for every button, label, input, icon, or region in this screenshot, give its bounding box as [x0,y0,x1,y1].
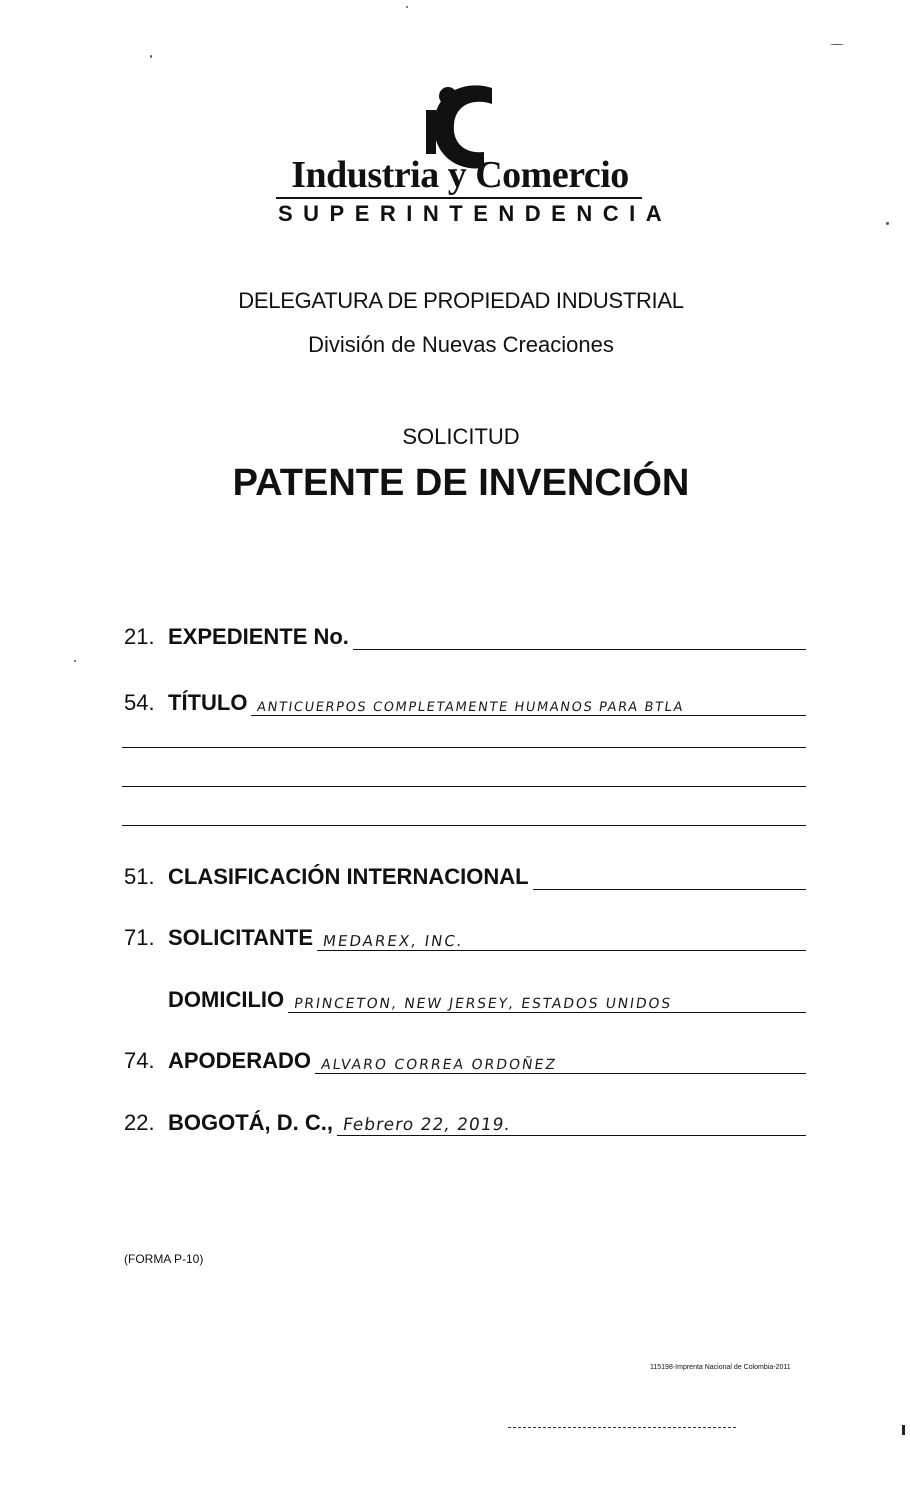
scan-speck [886,222,889,225]
field-number: 22. [124,1110,155,1135]
domicilio-value: PRINCETON, NEW JERSEY, ESTADOS UNIDOS [292,996,674,1012]
titulo-continuation-line[interactable] [122,825,806,826]
solicitante-field[interactable] [317,926,806,951]
printer-note: 115198-Imprenta Nacional de Colombia-2011 [650,1364,791,1371]
bogota-label: BOGOTÁ, D. C., [168,1110,333,1135]
scan-speck [74,660,76,662]
titulo-label: TÍTULO [168,690,248,715]
logo-subtitle: SUPERINTENDENCIA [278,201,673,226]
expediente-field[interactable] [353,625,806,650]
field-number: 21. [124,624,155,649]
scan-mark [902,1425,905,1435]
field-number: 74. [124,1048,155,1073]
delegatura-heading: DELEGATURA DE PROPIEDAD INDUSTRIAL [238,288,684,313]
scan-mark [508,1427,736,1428]
logo-title: Industria y Comercio [291,154,629,196]
field-number: 54. [124,690,155,715]
scan-speck [830,44,844,45]
scan-speck [150,55,152,58]
titulo-continuation-line[interactable] [122,786,806,787]
solicitante-row [124,921,806,951]
solicitante-value: MEDAREX, INC. [321,932,465,950]
logo-divider [276,197,642,199]
titulo-value: ANTICUERPOS COMPLETAMENTE HUMANOS PARA BTLA [256,700,686,715]
apoderado-field[interactable] [315,1049,806,1074]
field-number: 71. [124,925,155,950]
apoderado-label: APODERADO [168,1048,312,1073]
solicitante-label: SOLICITANTE [168,925,314,950]
expediente-label: EXPEDIENTE No. [168,624,349,649]
clasificacion-field[interactable] [533,865,806,890]
clasificacion-label: CLASIFICACIÓN INTERNACIONAL [168,864,529,889]
titulo-row [124,686,806,716]
expediente-row [124,620,806,650]
fecha-value: Febrero 22, 2019. [341,1115,513,1135]
domicilio-row [124,983,806,1013]
field-number: 51. [124,864,155,889]
bogota-row [124,1106,806,1136]
domicilio-label: DOMICILIO [168,987,285,1012]
apoderado-row [124,1044,806,1074]
scan-speck [406,6,408,8]
apoderado-value: ALVARO CORREA ORDOÑEZ [319,1057,559,1073]
solicitud-label: SOLICITUD [402,424,520,449]
document-title: PATENTE DE INVENCIÓN [232,462,690,504]
titulo-continuation-line[interactable] [122,747,806,748]
division-heading: División de Nuevas Creaciones [308,332,614,357]
domicilio-field[interactable] [288,988,806,1013]
clasificacion-row [124,860,806,890]
titulo-field[interactable] [251,691,806,716]
fecha-field[interactable] [337,1111,806,1136]
form-code: (FORMA P-10) [124,1252,204,1266]
